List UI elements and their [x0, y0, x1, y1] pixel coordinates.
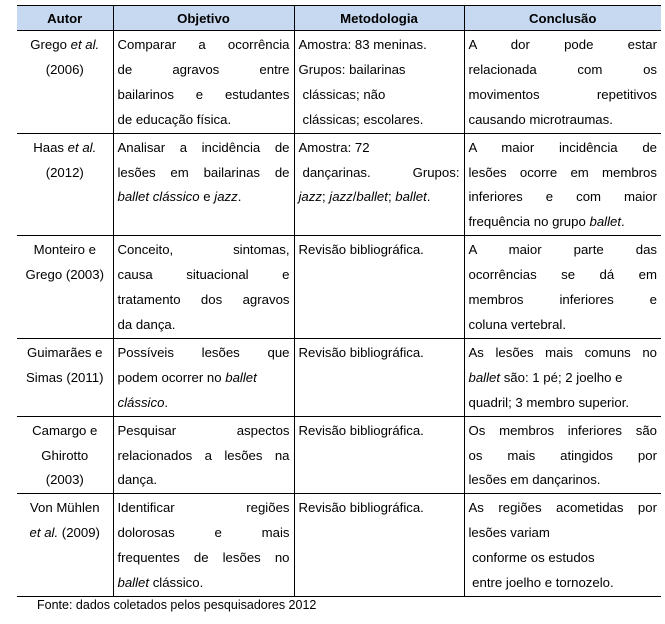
literature-review-table — [17, 5, 661, 597]
cell-metodologia: Revisão bibliográfica. — [294, 494, 464, 597]
cell-conclusao: A maior parte das ocorrências se dá em membros inferiores e coluna vertebral. — [464, 236, 661, 339]
cell-metodologia: Revisão bibliográfica. — [294, 416, 464, 494]
table-row — [17, 494, 661, 597]
header-metodologia: Metodologia — [294, 6, 464, 31]
cell-metodologia: Amostra: 72 dançarinas. Grupos: jazz; jazz/ballet; ballet. — [294, 133, 464, 236]
cell-metodologia: Revisão bibliográfica. — [294, 338, 464, 416]
header-autor: Autor — [17, 6, 113, 31]
cell-objetivo: Comparar a ocorrência de agravos entre bailarinos e estudantes de educação física. — [113, 31, 294, 134]
cell-conclusao: As lesões mais comuns no ballet são: 1 pé; 2 joelho e quadril; 3 membro superior. — [464, 338, 661, 416]
cell-conclusao: A maior incidência de lesões ocorre em membros inferiores e com maior frequência no grupo ballet. — [464, 133, 661, 236]
cell-metodologia: Revisão bibliográfica. — [294, 236, 464, 339]
cell-autor: Von Mühlen et al. (2009) — [17, 494, 113, 597]
table-header-row — [17, 6, 661, 31]
cell-objetivo: Possíveis lesões que podem ocorrer no ballet clássico. — [113, 338, 294, 416]
header-objetivo: Objetivo — [113, 6, 294, 31]
cell-objetivo: Pesquisar aspectos relacionados a lesões na dança. — [113, 416, 294, 494]
cell-objetivo: Analisar a incidência de lesões em bailarinas de ballet clássico e jazz. — [113, 133, 294, 236]
cell-autor: Guimarães e Simas (2011) — [17, 338, 113, 416]
cell-objetivo: Conceito, sintomas, causa situacional e tratamento dos agravos da dança. — [113, 236, 294, 339]
cell-metodologia: Amostra: 83 meninas. Grupos: bailarinas clássicas; não clássicas; escolares. — [294, 31, 464, 134]
header-conclusao: Conclusão — [464, 6, 661, 31]
table-row — [17, 236, 661, 339]
table-row — [17, 416, 661, 494]
table-row — [17, 338, 661, 416]
cell-autor: Camargo e Ghirotto (2003) — [17, 416, 113, 494]
cell-conclusao: A dor pode estar relacionada com os movimentos repetitivos causando microtraumas. — [464, 31, 661, 134]
cell-autor: Monteiro e Grego (2003) — [17, 236, 113, 339]
cell-autor: Haas et al. (2012) — [17, 133, 113, 236]
table-row — [17, 31, 661, 134]
table-row — [17, 133, 661, 236]
source-note: Fonte: dados coletados pelos pesquisadores 2012 — [37, 598, 317, 612]
cell-objetivo: Identificar regiões dolorosas e mais frequentes de lesões no ballet clássico. — [113, 494, 294, 597]
cell-autor: Grego et al. (2006) — [17, 31, 113, 134]
cell-conclusao: As regiões acometidas por lesões variam conforme os estudos entre joelho e tornozelo. — [464, 494, 661, 597]
cell-conclusao: Os membros inferiores são os mais atingidos por lesões em dançarinos. — [464, 416, 661, 494]
